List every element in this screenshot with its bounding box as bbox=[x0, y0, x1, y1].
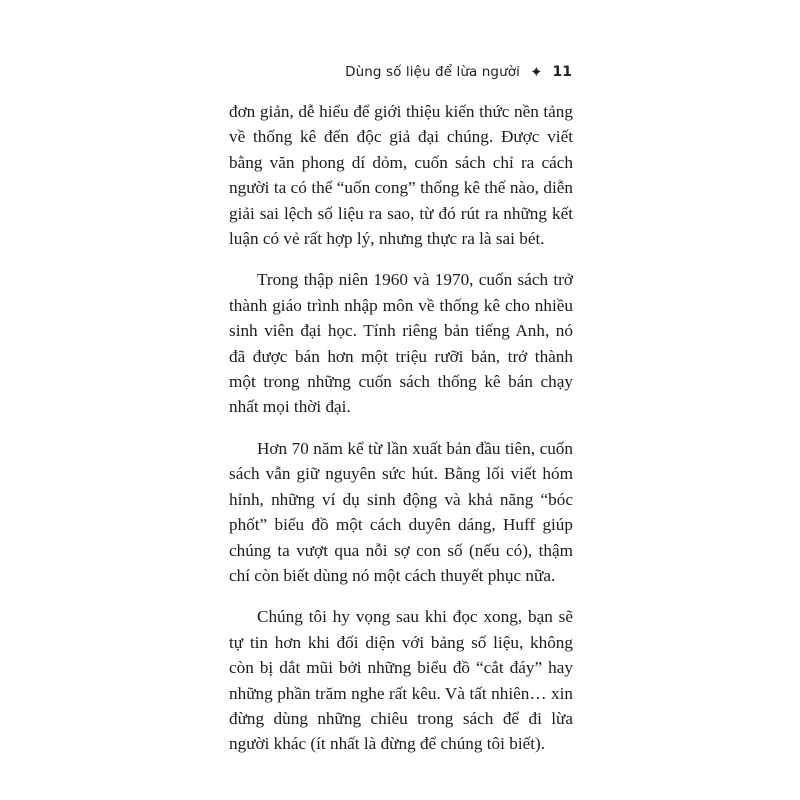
running-title: Dùng số liệu để lừa người bbox=[345, 64, 520, 80]
body-text bbox=[229, 99, 573, 773]
four-point-star-icon: ✦ bbox=[529, 62, 543, 81]
paragraph-continued: đơn giản, dễ hiểu để giới thiệu kiến thức nền tảng về thống kê đến độc giả đại chúng. Được viết bằng văn phong dí dỏm, cuốn sách chỉ ra cách người ta có thể “uốn cong” thống kê thế nào, diễn giải sai lệch số liệu ra sao, từ đó rút ra những kết luận có vẻ rất hợp lý, nhưng thực ra là sai bét. bbox=[229, 102, 573, 249]
paragraph: Trong thập niên 1960 và 1970, cuốn sách trở thành giáo trình nhập môn về thống kê cho nhiều sinh viên đại học. Tính riêng bản tiếng Anh, nó đã được bán hơn một triệu rưỡi bản, trở thành một trong những cuốn sách thống kê bán chạy nhất mọi thời đại. bbox=[229, 270, 573, 417]
page-number: 11 bbox=[552, 64, 572, 80]
paragraph: Chúng tôi hy vọng sau khi đọc xong, bạn sẽ tự tin hơn khi đối diện với bảng số liệu, không còn bị dắt mũi bởi những biểu đồ “cắt đáy” hay những phần trăm nghe rất kêu. Và tất nhiên… xin đừng dùng những chiêu trong sách để đi lừa người khác (ít nhất là đừng để chúng tôi biết). bbox=[229, 607, 573, 754]
running-header bbox=[345, 64, 572, 80]
paragraph: Hơn 70 năm kể từ lần xuất bản đầu tiên, cuốn sách vẫn giữ nguyên sức hút. Bằng lối viết hóm hỉnh, những ví dụ sinh động và khả năng “bóc phốt” biểu đồ một cách duyên dáng, Huff giúp chúng ta vượt qua nỗi sợ con số (nếu có), thậm chí còn biết dùng nó một cách thuyết phục nữa. bbox=[229, 438, 573, 585]
